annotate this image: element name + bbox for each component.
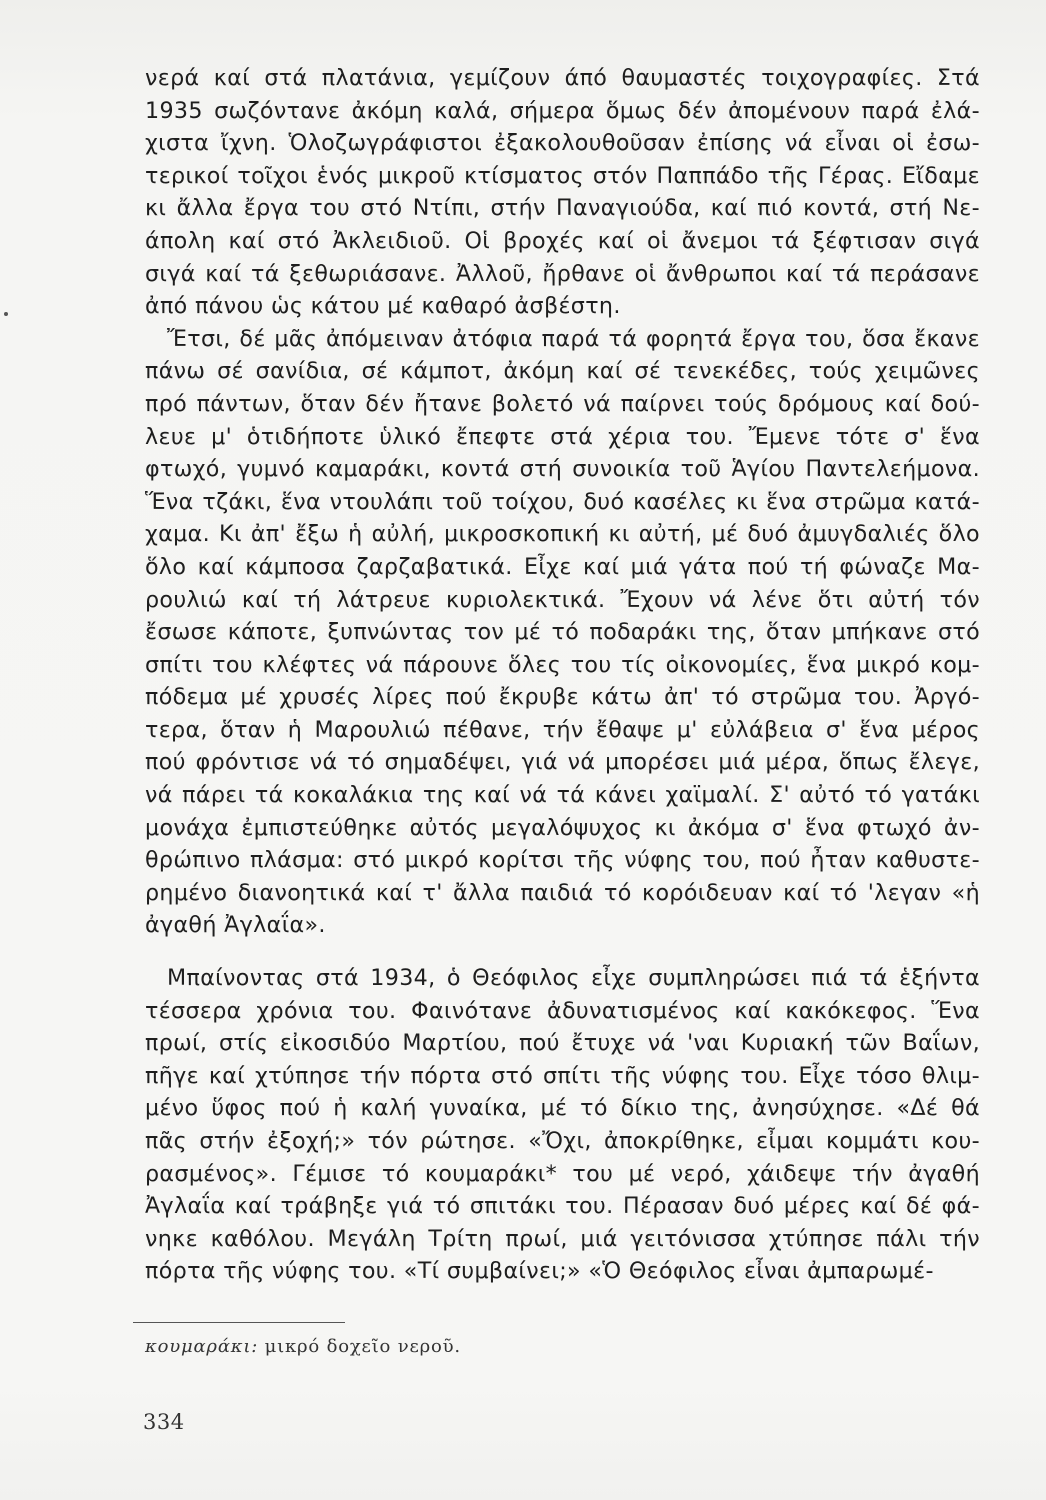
footnote-term: κουμαράκι: [145,1336,259,1357]
text-line: μονάχα ἐμπιστεύθηκε αὐτός μεγαλόψυχος κι ἀκόμα σ' ἕνα φτωχό ἀν- [145,814,980,841]
paragraph-gap [145,942,980,962]
text-line: ἔσωσε κάποτε, ξυπνώντας τον μέ τό ποδαράκι της, ὅταν μπήκανε στό [145,619,980,646]
text-line: χαμα. Κι ἀπ' ἔξω ἡ αὐλή, μικροσκοπική κι αὐτή, μέ δυό ἀμυγδαλιές ὅλο [145,521,980,548]
text-line: Ἕνα τζάκι, ἕνα ντουλάπι τοῦ τοίχου, δυό κασέλες κι ἕνα στρῶμα κατά- [145,488,980,515]
text-line: ἀπό πάνου ὡς κάτου μέ καθαρό ἀσβέστη. [145,293,621,320]
text-line: πῆγε καί χτύπησε τήν πόρτα στό σπίτι τῆς νύφης του. Εἶχε τόσο θλιμ- [145,1062,980,1089]
paragraph [145,62,980,323]
text-line: τερα, ὅταν ἡ Μαρουλιώ πέθανε, τήν ἔθαψε μ' εὐλάβεια σ' ἕνα μέρος [145,716,980,743]
text-line: πού φρόντισε νά τό σημαδέψει, γιά νά μπορέσει μιά μέρα, ὅπως ἔλεγε, [145,749,980,776]
text-line: άπολη καί στό Ἀκλειδιοῦ. Οἱ βροχές καί οἱ ἄνεμοι τά ξέφτισαν σιγά [145,227,980,254]
text-line: χιστα ἴχνη. Ὁλοζωγράφιστοι ἐξακολουθοῦσαν ἐπίσης νά εἶναι οἱ ἐσω- [145,130,980,157]
text-line: τερικοί τοῖχοι ἑνός μικροῦ κτίσματος στόν Παππάδο τῆς Γέρας. Εἴδαμε [145,162,980,189]
text-line: σπίτι του κλέφτες νά πάρουνε ὅλες του τίς οἰκονομίες, ἕνα μικρό κομ- [145,651,980,678]
paragraph [145,323,980,942]
body-text [145,62,980,1288]
page-number: 334 [143,1410,185,1434]
text-line: Ἔτσι, δέ μᾶς ἀπόμειναν ἀτόφια παρά τά φορητά ἔργα του, ὅσα ἔκανε [167,325,980,352]
text-line: σιγά καί τά ξεθωριάσανε. Ἀλλοῦ, ἤρθανε οἱ ἄνθρωποι καί τά περάσανε [145,260,980,287]
text-line: νά πάρει τά κοκαλάκια της καί νά τά κάνει χαϊμαλί. Σ' αὐτό τό γατάκι [145,782,980,809]
text-line: μένο ὕφος πού ἡ καλή γυναίκα, μέ τό δίκιο της, ἀνησύχησε. «Δέ θά [145,1095,980,1122]
text-line: λευε μ' ὁτιδήποτε ὑλικό ἔπεφτε στά χέρια του. Ἔμενε τότε σ' ἕνα [145,423,980,450]
text-line: πρωί, στίς εἰκοσιδύο Μαρτίου, πού ἔτυχε νά 'ναι Κυριακή τῶν Βαΐων, [145,1030,980,1057]
text-line: πρό πάντων, ὅταν δέν ἤτανε βολετό νά παίρνει τούς δρόμους καί δού- [145,390,980,417]
text-line: θρώπινο πλάσμα: στό μικρό κορίτσι τῆς νύφης του, πού ἦταν καθυστε- [145,847,980,874]
text-line: πάνω σέ σανίδια, σέ κάμποτ, ἀκόμη καί σέ τενεκέδες, τούς χειμῶνες [145,358,980,385]
text-line: Μπαίνοντας στά 1934, ὁ Θεόφιλος εἶχε συμπληρώσει πιά τά ἑξήντα [167,965,980,992]
text-line: τέσσερα χρόνια του. Φαινότανε ἀδυνατισμένος καί κακόκεφος. Ἕνα [145,997,980,1024]
text-line: φτωχό, γυμνό καμαράκι, κοντά στή συνοικία τοῦ Ἁγίου Παντελεήμονα. [145,456,980,483]
paragraph [145,962,980,1288]
text-line: πόρτα τῆς νύφης του. «Τί συμβαίνει;» «Ὁ Θεόφιλος εἶναι ἀμπαρωμέ- [145,1258,934,1285]
text-line: 1935 σωζόντανε ἀκόμη καλά, σήμερα ὅμως δέν ἀπομένουν παρά ἐλά- [145,97,980,124]
text-line: πόδεμα μέ χρυσές λίρες πού ἔκρυβε κάτω ἀπ' τό στρῶμα του. Ἀργό- [145,684,980,711]
footnote-definition: μικρό δοχεῖο νεροῦ. [258,1336,461,1357]
text-line: κι ἄλλα ἔργα του στό Ντίπι, στήν Παναγιούδα, καί πιό κοντά, στή Νε- [145,195,980,222]
text-line: πᾶς στήν ἐξοχή;» τόν ρώτησε. «Ὄχι, ἀποκρίθηκε, εἶμαι κομμάτι κου- [145,1128,980,1154]
text-line: ρουλιώ καί τή λάτρευε κυριολεκτικά. Ἔχουν νά λένε ὅτι αὐτή τόν [145,586,980,613]
footnote [145,1336,461,1357]
text-line: νηκε καθόλου. Μεγάλη Τρίτη πρωί, μιά γειτόνισσα χτύπησε πάλι τήν [145,1225,980,1252]
text-line: ὅλο καί κάμποσα ζαρζαβατικά. Εἶχε καί μιά γάτα πού τή φώναζε Μα- [145,553,980,580]
text-line: Ἀγλαΐα καί τράβηξε γιά τό σπιτάκι του. Πέρασαν δυό μέρες καί δέ φά- [145,1193,980,1220]
text-line: ρασμένος». Γέμισε τό κουμαράκι* του μέ νερό, χάιδεψε τήν ἀγαθή [145,1160,980,1187]
text-line: νερά καί στά πλατάνια, γεμίζουν άπό θαυμαστές τοιχογραφίες. Στά [145,65,980,91]
footnote-rule [133,1322,345,1323]
text-line: ἀγαθή Ἀγλαΐα». [145,912,326,939]
text-line: ρημένο διανοητικά καί τ' ἄλλα παιδιά τό κορόιδευαν καί τό 'λεγαν «ἡ [145,879,980,906]
scan-speck [4,312,8,316]
